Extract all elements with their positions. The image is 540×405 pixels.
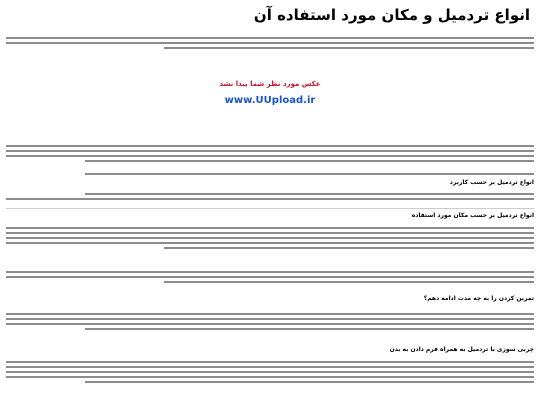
question-heading: تمرین کردن را به چه مدت ادامه دهم؟ <box>423 295 534 302</box>
body-paragraph-1 <box>6 142 534 165</box>
question-paragraph <box>6 310 534 333</box>
place-paragraph-1 <box>6 224 534 252</box>
uupload-link[interactable]: www.UUpload.ir <box>224 95 316 106</box>
intro-paragraph <box>6 34 534 52</box>
divider <box>6 208 534 209</box>
body-paragraph-2 <box>6 170 534 178</box>
types-list <box>6 190 534 203</box>
section-heading-place: انواع تردمیل بر حسب مکان مورد استفاده <box>411 212 534 219</box>
section-heading-types: انواع تردمیل بر حسب کاربرد <box>449 179 534 186</box>
last-paragraph <box>6 358 534 386</box>
page-title: انواع تردمیل و مکان مورد استفاده آن <box>253 6 530 24</box>
last-heading: چربی سوزی با تردمیل به همراه فرم دادن به بدن <box>389 346 534 353</box>
place-paragraph-2 <box>6 268 534 286</box>
image-missing-notice: عکس مورد نظر شما پیدا نشد <box>219 80 321 88</box>
